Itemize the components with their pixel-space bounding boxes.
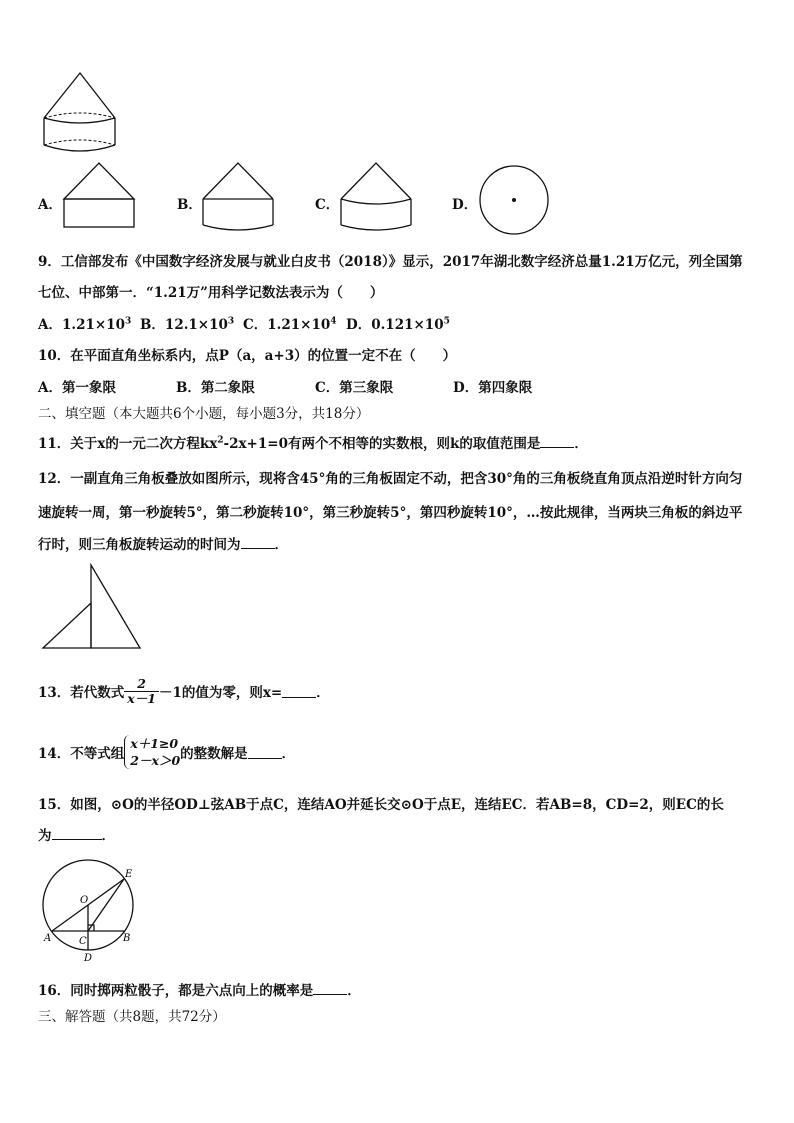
q10-stem: 10．在平面直角坐标系内，点P（a，a+3）的位置一定不在（ ）	[38, 348, 457, 364]
q8-option-d-label: D．	[452, 197, 478, 213]
q12-stem-line1: 12．一副直角三角板叠放如图所示，现将含45°角的三角板固定不动，把含30°角的三角板绕直角顶点沿逆时针方向匀	[38, 471, 743, 487]
section-2-heading: 二、填空题（本大题共6个小题，每小题3分，共18分）	[38, 406, 370, 422]
q13-stem: 13．若代数式 $\frac{2}{x-1}$ －1的值为零，则x= ．	[38, 675, 330, 706]
q15-label-o: O	[80, 895, 89, 906]
q14-inequality-system: x＋1≥0 2－x＞0	[124, 735, 180, 769]
q9-option-b: B．$12.1\times 10^3$	[140, 316, 235, 333]
q15-label-d: D	[84, 953, 93, 964]
q8-option-c-label: C．	[315, 197, 340, 213]
q15-stem-line1: 15．如图，⊙O的半径OD⊥弦AB于点C，连结AO并延长交⊙O于点E，连结EC．若AB=8，CD=2，则EC的长	[38, 797, 724, 813]
q12-answer-blank[interactable]	[241, 536, 275, 549]
q15-label-b: B	[123, 933, 131, 944]
q15-label-e: E	[125, 869, 133, 880]
q15-label-a: A	[44, 933, 52, 944]
q16-stem: 16．同时掷两粒骰子，都是六点向上的概率是 ．	[38, 983, 361, 999]
q14-stem: 14．不等式组 x＋1≥0 2－x＞0 的整数解是 ．	[38, 736, 296, 768]
q10-option-a: A．第一象限	[38, 380, 116, 396]
q15-label-c: C	[79, 936, 87, 947]
q13-fraction: $\frac{2}{x-1}$	[124, 677, 159, 706]
q15-stem-line2: 为 ．	[38, 828, 115, 844]
q8-option-a-label: A．	[38, 197, 62, 213]
q9-stem-line1: 9．工信部发布《中国数字经济发展与就业白皮书（2018）》显示，2017年湖北数字经济总量1.21万亿元，列全国第	[38, 254, 743, 270]
q10-option-d: D．第四象限	[453, 380, 533, 396]
q12-stem-line3: 行时，则三角板旋转运动的时间为 ．	[38, 537, 288, 553]
q14-answer-blank[interactable]	[248, 746, 282, 759]
q9-option-c: C．$1.21\times 10^4$	[243, 316, 337, 333]
q16-answer-blank[interactable]	[313, 982, 347, 995]
q9-option-a: A．$1.21\times 10^3$	[38, 316, 132, 333]
q11-stem: 11．关于x的一元二次方程$kx^2-2x+1=0$有两个不相等的实数根，则k的取值范围是 ．	[38, 435, 588, 452]
q9-stem-line2: 七位、中部第一．“1.21万”用科学记数法表示为（ ）	[38, 285, 384, 301]
q8-solid-figure	[0, 0, 794, 160]
q10-option-c: C．第三象限	[315, 380, 394, 396]
q13-answer-blank[interactable]	[282, 685, 316, 698]
q11-answer-blank[interactable]	[540, 435, 574, 448]
q10-option-b: B．第二象限	[176, 380, 255, 396]
q9-option-d: D．$0.121\times 10^5$	[346, 316, 450, 333]
q15-answer-blank[interactable]	[52, 827, 102, 840]
q12-stem-line2: 速旋转一周，第一秒旋转5°，第二秒旋转10°，第三秒旋转5°，第四秒旋转10°，…按此规律，当两块三角板的斜边平	[38, 505, 743, 521]
q8-option-b-label: B．	[177, 197, 202, 213]
section-3-heading: 三、解答题（共8题，共72分）	[38, 1009, 226, 1025]
